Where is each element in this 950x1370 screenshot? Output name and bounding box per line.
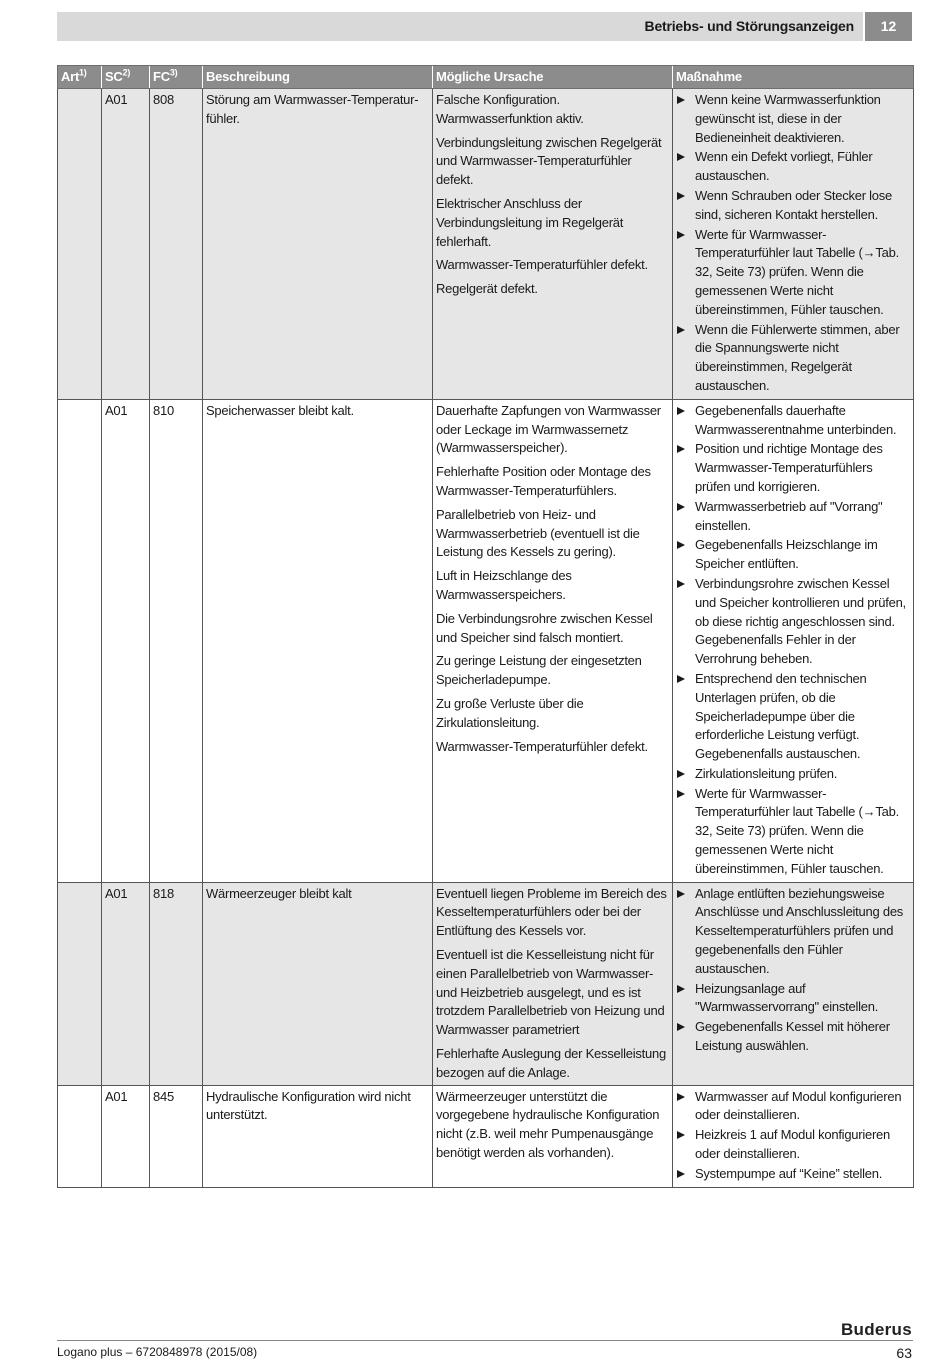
action-item: Systempumpe auf “Keine” stellen. [676,1165,910,1184]
action-item: Gegebenenfalls Heizschlange im Speicher entlüften. [676,536,910,574]
fc-cell: 845 [150,1085,203,1187]
action-cell [673,1085,914,1187]
table-row [58,882,914,1085]
column-header [673,66,914,89]
action-list [676,402,910,879]
action-cell [673,882,914,1085]
action-cell [673,89,914,400]
cause-cell [433,1085,673,1187]
cause-item: Elektrischer Anschluss der Verbindungsleitung im Regelgerät fehlerhaft. [436,195,624,249]
table-header [58,66,914,89]
table-row [58,1085,914,1187]
sc-cell: A01 [102,399,150,882]
cause-item: Fehlerhafte Auslegung der Kesselleistung bezogen auf die Anlage. [436,1046,666,1080]
column-header [203,66,433,89]
art-cell [58,882,102,1085]
cause-item: Regelgerät defekt. [436,281,538,297]
column-header-label: Art [61,69,80,84]
action-item: Wenn die Fühlerwerte stimmen, aber die Spannungswerte nicht übereinstimmen, Regelgerät austauschen. [676,321,910,396]
action-item: Werte für Warmwasser-Temperaturfühler laut Tabelle (→Tab. 32, Seite 73) prüfen. Wenn die gemessenen Werte nicht übereinstimmen, Fühler tauschen. [676,226,910,320]
art-cell [58,399,102,882]
footnote-marker: 2) [122,67,131,78]
description-cell: Wärmeerzeuger bleibt kalt [203,882,433,1085]
cause-item: Wärmeerzeuger unterstützt die vorgegebene hydraulische Konfiguration nicht (z.B. weil mehr Pumpenausgänge benötigt werden als vorhanden). [436,1088,660,1161]
action-item: Gegebenenfalls dauerhafte Warmwasserentnahme unterbinden. [676,402,910,440]
action-item: Werte für Warmwasser-Temperaturfühler laut Tabelle (→Tab. 32, Seite 73) prüfen. Wenn die gemessenen Werte nicht übereinstimmen, Fühler tauschen. [676,785,910,879]
action-list [676,1088,910,1184]
action-item: Entsprechend den technischen Unterlagen prüfen, ob die Speicherladepumpe über die erforderliche Leistung verfügt. Gegebenenfalls austauschen. [676,670,910,764]
fc-cell: 810 [150,399,203,882]
cause-item: Eventuell liegen Probleme im Bereich des Kesseltemperaturfühlers oder bei der Entlüftung des Kessels vor. [436,885,667,939]
chapter-number: 12 [865,12,912,41]
action-item: Position und richtige Montage des Warmwasser-Temperaturfühlers prüfen und korrigieren. [676,440,910,496]
description-cell: Speicherwasser bleibt kalt. [203,399,433,882]
table-header-row [58,66,914,89]
column-header-label: FC [153,69,170,84]
column-header-label: Mögliche Ursache [436,69,544,84]
action-item: Heizungsanlage auf "Warmwasservorrang" einstellen. [676,980,910,1018]
footnote-marker: 1) [79,67,87,78]
action-item: Warmwasserbetrieb auf "Vorrang" einstellen. [676,498,910,536]
action-item: Anlage entlüften beziehungsweise Anschlüsse und Anschlussleitung des Kesseltemperaturfühlers prüfen und gegebenenfalls den Fühler austauschen. [676,885,910,979]
cause-item: Dauerhafte Zapfungen von Warmwasser oder Leckage im Warmwassernetz (Warmwasserspeicher). [436,402,661,456]
action-item: Wenn Schrauben oder Stecker lose sind, sicheren Kontakt herstellen. [676,187,910,225]
cause-cell [433,882,673,1085]
buderus-logo: Buderus [840,1320,912,1339]
document-reference: Logano plus – 6720848978 (2015/08) [57,1345,258,1359]
column-header [150,66,203,89]
cause-item: Parallelbetrieb von Heiz- und Warmwasserbetrieb (eventuell ist die Leistung des Kessels zu gering). [436,506,640,560]
action-list [676,91,910,396]
section-title: Betriebs- und Störungsanzeigen [644,18,854,34]
fault-table [57,65,914,1188]
cause-cell [433,399,673,882]
sc-cell: A01 [102,89,150,400]
fc-cell: 818 [150,882,203,1085]
cause-item: Falsche Konfiguration. Warmwasserfunktion aktiv. [436,92,584,126]
column-header-label: Beschreibung [206,69,290,84]
sc-cell: A01 [102,1085,150,1187]
page-number: 63 [896,1345,912,1361]
cause-item: Verbindungsleitung zwischen Regelgerät und Warmwasser-Temperaturfühler defekt. [436,134,662,188]
column-header [433,66,673,89]
action-item: Gegebenenfalls Kessel mit höherer Leistung auswählen. [676,1018,910,1056]
art-cell [58,89,102,400]
cause-item: Die Verbindungsrohre zwischen Kessel und Speicher sind falsch montiert. [436,610,653,645]
cause-item: Eventuell ist die Kesselleistung nicht für einen Parallelbetrieb von Warmwasser- und Heizbetrieb ausgelegt, und es ist trotzdem Parallelbetrieb von Heizung und Warmwasser parametriert [436,947,665,1038]
action-item: Wenn keine Warmwasserfunktion gewünscht ist, diese in der Bedieneinheit deaktivieren. [676,91,910,147]
art-cell [58,1085,102,1187]
column-header-label: Maßnahme [676,69,742,84]
action-item: Wenn ein Defekt vorliegt, Fühler austauschen. [676,148,910,186]
cause-item: Warmwasser-Temperaturfühler defekt. [436,738,648,754]
description-cell: Störung am Warmwasser-Temperatur-fühler. [203,89,433,400]
column-header [102,66,150,89]
action-item: Warmwasser auf Modul konfigurieren oder deinstallieren. [676,1088,910,1126]
action-item: Heizkreis 1 auf Modul konfigurieren oder deinstallieren. [676,1126,910,1164]
description-cell: Hydraulische Konfiguration wird nicht unterstützt. [203,1085,433,1187]
action-cell [673,399,914,882]
cause-item: Warmwasser-Temperaturfühler defekt. [436,257,648,273]
action-item: Verbindungsrohre zwischen Kessel und Speicher kontrollieren und prüfen, ob diese richtig angeschlossen sind. Gegebenenfalls Fehler in der Verrohrung beheben. [676,575,910,669]
fc-cell: 808 [150,89,203,400]
cause-item: Fehlerhafte Position oder Montage des Warmwasser-Temperaturfühlers. [436,464,651,498]
action-item: Zirkulationsleitung prüfen. [676,765,910,784]
table-body [58,89,914,1188]
footer-divider [57,1340,913,1341]
column-header-label: SC [105,69,123,84]
cause-cell [433,89,673,400]
footnote-marker: 3) [169,67,178,78]
column-header [58,66,102,89]
cause-item: Zu große Verluste über die Zirkulationsleitung. [436,695,584,730]
action-list [676,885,910,1056]
table-row [58,89,914,400]
cause-item: Zu geringe Leistung der eingesetzten Speicherladepumpe. [436,653,642,688]
cause-item: Luft in Heizschlange des Warmwasserspeichers. [436,568,572,602]
sc-cell: A01 [102,882,150,1085]
table-row [58,399,914,882]
